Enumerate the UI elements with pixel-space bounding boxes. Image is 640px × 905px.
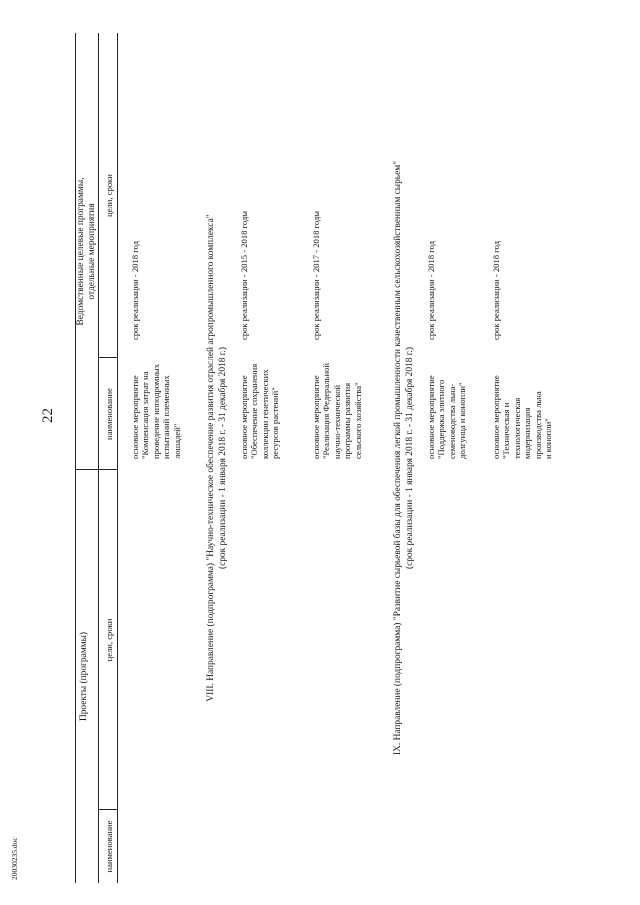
row-name: основное мероприятие "Компенсация затрат на проведение ипподромных испытаний племенных лошадей" [130, 363, 182, 459]
section-title-ix: IX. Направление (подпрограмма) "Развитие сырьевой базы для обеспечения легкой промышленности качественным сельскохозяйственным сырьем" (срок реализации - 1 января 2018 г. - 31 декабря 2018 г.) [393, 161, 415, 755]
right-col-goals-header: цели, сроки [104, 174, 114, 217]
row-term: срок реализации - 2018 год [130, 241, 140, 340]
row-name: основное мероприятие "Техническая и технологическая модернизация производства льна и конопли" [491, 375, 554, 459]
row-term: срок реализации - 2018 год [491, 241, 501, 340]
row-term: срок реализации - 2018 год [426, 241, 436, 340]
row-name: основное мероприятие "Реализация Федеральной научно-технической программы развития сельского хозяйства" [311, 363, 363, 459]
landscape-table-page [64, 33, 624, 883]
section-title-viii: VIII. Направление (подпрограмма) "Научно-техническое обеспечение развития отраслей агропромышленного комплекса" (срок реализации - 1 января 2018 г. - 31 декабря 2018 г.) [206, 214, 228, 702]
left-col-goals-header: цели, сроки [104, 618, 114, 662]
group-divider-left [98, 470, 99, 883]
right-col-name-header: наименование [104, 388, 114, 440]
left-col-name-header: наименование [104, 820, 114, 873]
group-divider-right [98, 33, 99, 470]
row-name: основное мероприятие "Поддержка элитного семеноводства льна- долгунца и конопли" [426, 375, 468, 459]
row-name: основное мероприятие "Обеспечение сохранения коллекции генетических ресурсов растений" [239, 363, 281, 459]
page-number: 22 [40, 408, 56, 423]
row-term: срок реализации - 2015 - 2018 годы [239, 210, 249, 340]
row-term: срок реализации - 2017 - 2018 годы [311, 210, 321, 340]
left-group-title: Проекты (программы) [79, 631, 89, 722]
header-bottom-border [117, 33, 118, 883]
footer-filename: 20030235.doc [10, 837, 19, 880]
right-group-title: Ведомственные целевые программы, отдельные мероприятия [76, 177, 97, 326]
